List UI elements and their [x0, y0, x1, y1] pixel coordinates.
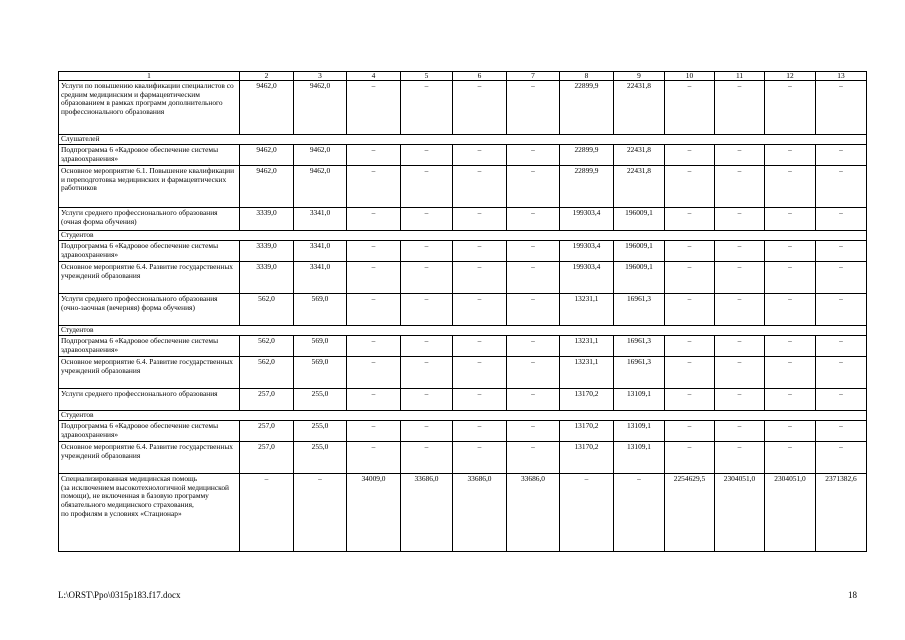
value-cell: – [507, 442, 560, 474]
value-cell: – [665, 442, 715, 474]
value-cell: – [816, 166, 867, 208]
value-cell: 22431,8 [614, 166, 665, 208]
value-cell: – [453, 294, 507, 326]
value-cell: 562,0 [240, 294, 294, 326]
value-cell: – [715, 145, 765, 166]
value-cell: – [816, 208, 867, 231]
value-cell: – [507, 262, 560, 294]
table-row [59, 474, 867, 552]
value-cell: 9462,0 [294, 81, 347, 135]
value-cell: 13109,1 [614, 421, 665, 442]
value-cell: – [665, 145, 715, 166]
column-number: 1 [59, 72, 240, 81]
value-cell: – [507, 336, 560, 357]
value-cell: – [401, 294, 453, 326]
value-cell: 2254629,5 [665, 474, 715, 552]
value-cell: – [453, 145, 507, 166]
value-cell: – [347, 208, 401, 231]
value-cell: – [240, 474, 294, 552]
value-cell: 13231,1 [560, 294, 614, 326]
value-cell: – [401, 241, 453, 262]
value-cell: – [765, 166, 816, 208]
value-cell: 562,0 [240, 357, 294, 389]
value-cell: – [816, 262, 867, 294]
value-cell: – [401, 81, 453, 135]
column-number: 6 [453, 72, 507, 81]
row-description: Услуги среднего профессионального образования [59, 389, 240, 411]
value-cell: – [453, 208, 507, 231]
value-cell: – [614, 474, 665, 552]
row-description: Подпрограмма 6 «Кадровое обеспечение системы здравоохранения» [59, 145, 240, 166]
column-number: 11 [715, 72, 765, 81]
row-description: Услуги по повышению квалификации специалистов со средним медицинским и фармацевтическим образованием в рамках программ дополнительного профессионального образования [59, 81, 240, 135]
value-cell: – [453, 262, 507, 294]
value-cell: 196009,1 [614, 262, 665, 294]
row-description: Услуги среднего профессионального образования (очная форма обучения) [59, 208, 240, 231]
value-cell: – [401, 166, 453, 208]
value-cell: – [715, 336, 765, 357]
value-cell: – [560, 474, 614, 552]
value-cell: 22899,9 [560, 166, 614, 208]
value-cell: – [665, 357, 715, 389]
value-cell: 3339,0 [240, 262, 294, 294]
value-cell: 3341,0 [294, 241, 347, 262]
document-sheet [58, 71, 867, 552]
value-cell: – [715, 262, 765, 294]
unit-row [59, 326, 867, 336]
value-cell: – [347, 442, 401, 474]
value-cell: 257,0 [240, 389, 294, 411]
value-cell: – [453, 336, 507, 357]
value-cell: 9462,0 [240, 81, 294, 135]
value-cell: – [347, 81, 401, 135]
value-cell: 13109,1 [614, 442, 665, 474]
table-row [59, 145, 867, 166]
table-row [59, 241, 867, 262]
value-cell: 9462,0 [240, 145, 294, 166]
value-cell: – [453, 389, 507, 411]
value-cell: 16961,3 [614, 336, 665, 357]
value-cell: – [715, 357, 765, 389]
unit-label: Студентов [59, 231, 867, 241]
row-description: Подпрограмма 6 «Кадровое обеспечение системы здравоохранения» [59, 336, 240, 357]
value-cell: – [816, 336, 867, 357]
value-cell: – [715, 389, 765, 411]
value-cell: 255,0 [294, 421, 347, 442]
value-cell: 16961,3 [614, 294, 665, 326]
row-description: Подпрограмма 6 «Кадровое обеспечение системы здравоохранения» [59, 421, 240, 442]
value-cell: – [715, 208, 765, 231]
value-cell: – [347, 357, 401, 389]
value-cell: – [347, 389, 401, 411]
value-cell: – [507, 421, 560, 442]
table-row [59, 389, 867, 411]
value-cell: 199303,4 [560, 241, 614, 262]
table-row [59, 294, 867, 326]
footer-page-number: 18 [848, 590, 857, 600]
value-cell: 196009,1 [614, 241, 665, 262]
value-cell: 16961,3 [614, 357, 665, 389]
value-cell: 255,0 [294, 389, 347, 411]
value-cell: – [665, 294, 715, 326]
value-cell: – [401, 357, 453, 389]
column-number: 13 [816, 72, 867, 81]
value-cell: 569,0 [294, 357, 347, 389]
value-cell: 22899,9 [560, 145, 614, 166]
unit-label: Слушателей [59, 135, 867, 145]
value-cell: – [453, 421, 507, 442]
value-cell: 562,0 [240, 336, 294, 357]
column-number: 4 [347, 72, 401, 81]
value-cell: 22431,8 [614, 145, 665, 166]
value-cell: – [507, 389, 560, 411]
value-cell: – [665, 336, 715, 357]
value-cell: – [347, 241, 401, 262]
table-row [59, 442, 867, 474]
value-cell: – [507, 208, 560, 231]
column-number: 3 [294, 72, 347, 81]
value-cell: 13231,1 [560, 357, 614, 389]
value-cell: – [347, 294, 401, 326]
unit-label: Студентов [59, 411, 867, 421]
value-cell: – [765, 357, 816, 389]
value-cell: 33686,0 [507, 474, 560, 552]
value-cell: – [507, 81, 560, 135]
row-description: Специализированная медицинская помощь (за исключением высокотехнологичной медицинской помощи), не включенная в базовую программу обязательного медицинского страхования, по профилям в условиях «Стационар» [59, 474, 240, 552]
value-cell: 255,0 [294, 442, 347, 474]
value-cell: 13231,1 [560, 336, 614, 357]
table-row [59, 208, 867, 231]
value-cell: – [453, 241, 507, 262]
row-description: Основное мероприятие 6.1. Повышение квалификации и переподготовка медицинских и фармацевтических работников [59, 166, 240, 208]
unit-row [59, 135, 867, 145]
table-row [59, 262, 867, 294]
table-row [59, 421, 867, 442]
value-cell: – [401, 389, 453, 411]
value-cell: – [453, 81, 507, 135]
table-row [59, 336, 867, 357]
value-cell: 199303,4 [560, 262, 614, 294]
value-cell: – [347, 166, 401, 208]
column-number: 7 [507, 72, 560, 81]
row-description: Основное мероприятие 6.4. Развитие государственных учреждений образования [59, 262, 240, 294]
row-description: Основное мероприятие 6.4. Развитие государственных учреждений образования [59, 357, 240, 389]
column-number: 2 [240, 72, 294, 81]
value-cell: – [816, 389, 867, 411]
row-description: Подпрограмма 6 «Кадровое обеспечение системы здравоохранения» [59, 241, 240, 262]
header-row [59, 72, 867, 81]
value-cell: 13170,2 [560, 421, 614, 442]
value-cell: – [453, 357, 507, 389]
value-cell: 9462,0 [240, 166, 294, 208]
value-cell: – [816, 81, 867, 135]
value-cell: 3341,0 [294, 208, 347, 231]
value-cell: – [347, 145, 401, 166]
value-cell: – [816, 294, 867, 326]
value-cell: – [401, 336, 453, 357]
value-cell: – [765, 336, 816, 357]
value-cell: – [715, 166, 765, 208]
value-cell: – [347, 421, 401, 442]
value-cell: – [294, 474, 347, 552]
footer-file-path: L:\ORST\Ppo\0315p183.f17.docx [58, 590, 181, 600]
value-cell: 22431,8 [614, 81, 665, 135]
row-description: Услуги среднего профессионального образования (очно-заочная (вечерняя) форма обучения) [59, 294, 240, 326]
value-cell: – [665, 389, 715, 411]
value-cell: 2304051,0 [765, 474, 816, 552]
unit-row [59, 411, 867, 421]
budget-table [58, 71, 867, 552]
value-cell: 3341,0 [294, 262, 347, 294]
column-number: 8 [560, 72, 614, 81]
column-number: 12 [765, 72, 816, 81]
value-cell: 257,0 [240, 421, 294, 442]
value-cell: – [507, 294, 560, 326]
unit-row [59, 231, 867, 241]
value-cell: 33686,0 [453, 474, 507, 552]
value-cell: 22899,9 [560, 81, 614, 135]
value-cell: – [816, 442, 867, 474]
value-cell: – [765, 442, 816, 474]
value-cell: – [401, 262, 453, 294]
value-cell: 13109,1 [614, 389, 665, 411]
value-cell: – [665, 262, 715, 294]
value-cell: – [347, 262, 401, 294]
value-cell: 199303,4 [560, 208, 614, 231]
value-cell: – [765, 241, 816, 262]
value-cell: – [665, 166, 715, 208]
value-cell: – [347, 336, 401, 357]
value-cell: 569,0 [294, 336, 347, 357]
value-cell: – [401, 442, 453, 474]
value-cell: 2304051,0 [715, 474, 765, 552]
value-cell: – [765, 294, 816, 326]
value-cell: – [715, 81, 765, 135]
value-cell: – [453, 442, 507, 474]
value-cell: – [765, 145, 816, 166]
value-cell: – [816, 421, 867, 442]
value-cell: 9462,0 [294, 166, 347, 208]
value-cell: 34009,0 [347, 474, 401, 552]
value-cell: – [665, 421, 715, 442]
value-cell: – [401, 421, 453, 442]
value-cell: – [507, 241, 560, 262]
value-cell: – [401, 208, 453, 231]
value-cell: – [507, 145, 560, 166]
value-cell: 2371382,6 [816, 474, 867, 552]
value-cell: – [715, 442, 765, 474]
value-cell: – [665, 241, 715, 262]
value-cell: – [665, 208, 715, 231]
value-cell: – [665, 81, 715, 135]
value-cell: 13170,2 [560, 389, 614, 411]
value-cell: 9462,0 [294, 145, 347, 166]
value-cell: 196009,1 [614, 208, 665, 231]
table-row [59, 357, 867, 389]
value-cell: 13170,2 [560, 442, 614, 474]
column-number: 5 [401, 72, 453, 81]
value-cell: – [765, 208, 816, 231]
value-cell: – [765, 421, 816, 442]
table-row [59, 81, 867, 135]
value-cell: – [507, 357, 560, 389]
value-cell: 3339,0 [240, 241, 294, 262]
value-cell: – [816, 241, 867, 262]
value-cell: – [816, 145, 867, 166]
value-cell: – [715, 421, 765, 442]
value-cell: – [765, 389, 816, 411]
value-cell: – [816, 357, 867, 389]
value-cell: – [765, 81, 816, 135]
value-cell: – [401, 145, 453, 166]
value-cell: – [453, 166, 507, 208]
value-cell: – [765, 262, 816, 294]
table-row [59, 166, 867, 208]
row-description: Основное мероприятие 6.4. Развитие государственных учреждений образования [59, 442, 240, 474]
column-number: 10 [665, 72, 715, 81]
value-cell: 3339,0 [240, 208, 294, 231]
value-cell: – [507, 166, 560, 208]
value-cell: 33686,0 [401, 474, 453, 552]
value-cell: 257,0 [240, 442, 294, 474]
value-cell: – [715, 241, 765, 262]
value-cell: 569,0 [294, 294, 347, 326]
value-cell: – [715, 294, 765, 326]
column-number: 9 [614, 72, 665, 81]
unit-label: Студентов [59, 326, 867, 336]
